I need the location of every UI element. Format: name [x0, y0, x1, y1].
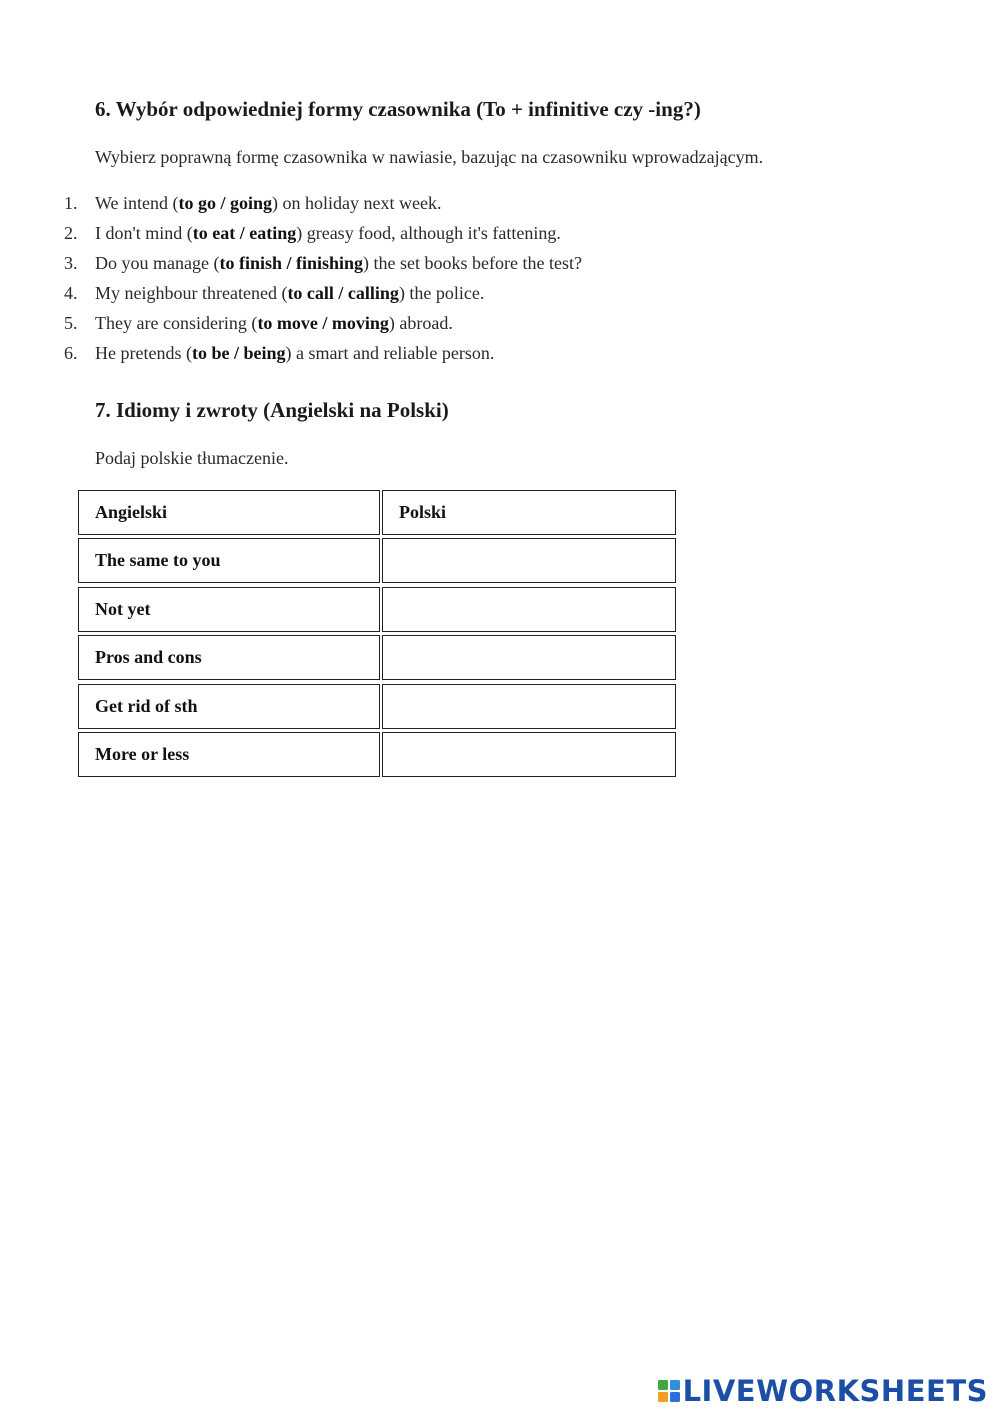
polish-answer-cell[interactable]: [382, 538, 676, 583]
english-phrase-cell: The same to you: [78, 538, 380, 583]
liveworksheets-logo: [658, 1374, 988, 1408]
item-text-before: My neighbour threatened (: [95, 283, 288, 303]
item-text: [95, 251, 582, 275]
item-text-after: ) greasy food, although it's fattening.: [296, 223, 561, 243]
table-row: [78, 635, 676, 683]
polish-answer-cell[interactable]: [382, 587, 676, 632]
table-row: [78, 684, 676, 732]
idiom-translation-table: [78, 490, 676, 780]
liveworksheets-mark-icon: [658, 1380, 680, 1402]
item-number: 5.: [64, 313, 78, 333]
header-english: Angielski: [78, 490, 380, 535]
section-7-instruction: Podaj polskie tłumaczenie.: [95, 448, 289, 468]
polish-answer-cell[interactable]: [382, 635, 676, 680]
table-row: [78, 538, 676, 586]
item-text: [95, 221, 561, 245]
item-options: to eat / eating: [192, 223, 297, 243]
item-number: 1.: [64, 193, 78, 213]
item-number: 2.: [64, 223, 78, 243]
item-text: [95, 191, 442, 215]
item-options: to go / going: [178, 193, 273, 213]
item-options: to move / moving: [257, 313, 389, 333]
header-polish: Polski: [382, 490, 676, 535]
table-header-row: [78, 490, 676, 538]
item-text-before: They are considering (: [95, 313, 258, 333]
item-text-after: ) the police.: [398, 283, 485, 303]
english-phrase-cell: Pros and cons: [78, 635, 380, 680]
item-text-before: Do you manage (: [95, 253, 220, 273]
item-options: to finish / finishing: [219, 253, 364, 273]
english-phrase-cell: More or less: [78, 732, 380, 777]
item-text-after: ) on holiday next week.: [272, 193, 442, 213]
item-text-after: ) the set books before the test?: [363, 253, 582, 273]
item-text-before: We intend (: [95, 193, 179, 213]
section-6-title: 6. Wybór odpowiedniej formy czasownika (To + infinitive czy -ing?): [95, 97, 701, 121]
english-phrase-cell: Not yet: [78, 587, 380, 632]
polish-answer-cell[interactable]: [382, 684, 676, 729]
item-number: 4.: [64, 283, 78, 303]
brand-name: LIVEWORKSHEETS: [682, 1374, 988, 1408]
item-text: [95, 281, 484, 305]
item-text: [95, 341, 494, 365]
item-text: [95, 311, 453, 335]
polish-answer-cell[interactable]: [382, 732, 676, 777]
item-text-before: He pretends (: [95, 343, 192, 363]
section-6-instruction: Wybierz poprawną formę czasownika w nawiasie, bazując na czasowniku wprowadzającym.: [95, 147, 764, 167]
item-number: 6.: [64, 343, 78, 363]
item-text-before: I don't mind (: [95, 223, 193, 243]
english-phrase-cell: Get rid of sth: [78, 684, 380, 729]
section-7-title: 7. Idiomy i zwroty (Angielski na Polski): [95, 398, 449, 422]
item-options: to be / being: [191, 343, 286, 363]
item-text-after: ) abroad.: [388, 313, 453, 333]
item-options: to call / calling: [287, 283, 399, 303]
item-number: 3.: [64, 253, 78, 273]
item-text-after: ) a smart and reliable person.: [285, 343, 495, 363]
table-row: [78, 587, 676, 635]
table-row: [78, 732, 676, 780]
